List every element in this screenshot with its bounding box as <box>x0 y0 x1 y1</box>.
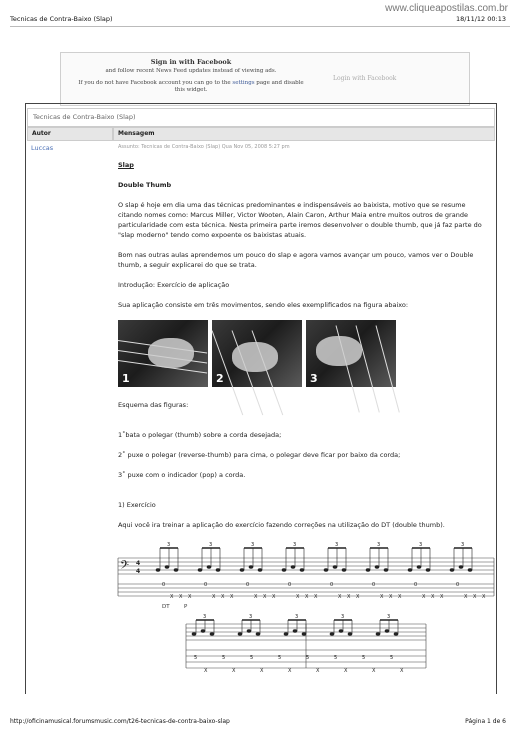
tab-mute: X <box>422 594 426 600</box>
tab-mute: X <box>398 594 402 600</box>
author-column-header <box>27 127 113 141</box>
tab-mute: X <box>288 668 292 674</box>
tab-number: 5 <box>194 655 198 661</box>
note-head <box>450 568 455 571</box>
note-head <box>375 565 380 568</box>
paragraph-scheme: Esquema das figuras: <box>118 401 189 409</box>
note-head <box>459 565 464 568</box>
tab-mute: X <box>338 594 342 600</box>
tab-mute: X <box>254 594 258 600</box>
tab-mute: X <box>347 594 351 600</box>
photo-label: 2 <box>216 372 224 385</box>
note-head <box>210 632 215 635</box>
tuplet-label: 3 <box>167 542 171 548</box>
tuplet-label: 3 <box>293 542 297 548</box>
tab-number: 5 <box>222 655 226 661</box>
tab-number: 0 <box>162 582 166 588</box>
note-head <box>468 568 473 571</box>
author-header-label: Autor <box>32 130 51 137</box>
tuplet-label: 3 <box>419 542 423 548</box>
note-head <box>247 629 252 632</box>
tab-mute: X <box>400 668 404 674</box>
note-head <box>302 632 307 635</box>
tab-number: 0 <box>288 582 292 588</box>
time-signature-top: 4 <box>136 560 141 567</box>
tab-mute: X <box>473 594 477 600</box>
note-head <box>249 565 254 568</box>
tab-mute: X <box>380 594 384 600</box>
document-title: Tecnicas de Contra-Baixo (Slap) <box>10 15 113 23</box>
tab-mute: X <box>316 668 320 674</box>
technique-photo-1 <box>118 320 208 387</box>
tab-number: 0 <box>246 582 250 588</box>
tuplet-label: 3 <box>295 614 299 620</box>
tab-number: 0 <box>330 582 334 588</box>
tab-mute: X <box>232 668 236 674</box>
note-head <box>408 568 413 571</box>
header-divider <box>10 26 510 27</box>
site-watermark: www.cliqueapostilas.com.br <box>385 3 508 14</box>
note-head <box>256 632 261 635</box>
tab-number: 5 <box>250 655 254 661</box>
message-column-header <box>113 127 495 141</box>
facebook-title: Sign in with Facebook <box>150 58 232 66</box>
post-subheading: Double Thumb <box>118 181 172 189</box>
tab-label-p: P <box>184 604 188 610</box>
tab-mute: X <box>389 594 393 600</box>
note-head <box>385 629 390 632</box>
facebook-line-3: this widget. <box>174 87 208 93</box>
tab-number: 5 <box>278 655 282 661</box>
tab-mute: X <box>170 594 174 600</box>
note-head <box>207 565 212 568</box>
tab-mute: X <box>344 668 348 674</box>
photo-label: 3 <box>310 372 318 385</box>
tuplet-label: 3 <box>387 614 391 620</box>
tab-mute: X <box>212 594 216 600</box>
note-head <box>394 632 399 635</box>
facebook-login-button[interactable]: Login with Facebook <box>333 75 397 82</box>
tab-mute: X <box>230 594 234 600</box>
tuplet-label: 3 <box>203 614 207 620</box>
tab-mute: X <box>296 594 300 600</box>
tab-mute: X <box>221 594 225 600</box>
tab-label-dt: DT <box>162 604 170 610</box>
tab-number: 5 <box>306 655 310 661</box>
tab-number: 0 <box>456 582 460 588</box>
note-head <box>417 565 422 568</box>
technique-photo-3 <box>306 320 396 387</box>
tab-mute: X <box>260 668 264 674</box>
tab-mute: X <box>431 594 435 600</box>
facebook-line-1: and follow recent News Feed updates instead of viewing ads. <box>105 68 277 74</box>
tab-mute: X <box>356 594 360 600</box>
tab-number: 5 <box>362 655 366 661</box>
topic-title-bar <box>27 108 495 127</box>
exercise-title: 1) Exercício <box>118 501 156 509</box>
tuplet-label: 3 <box>251 542 255 548</box>
note-head <box>376 632 381 635</box>
facebook-line-2a: If you do not have Facebook account you can go to the <box>78 80 231 86</box>
photo-label: 1 <box>122 372 130 385</box>
print-date: 18/11/12 00:13 <box>456 15 506 23</box>
note-head <box>339 629 344 632</box>
tab-mute: X <box>482 594 486 600</box>
post-author[interactable]: Luccas <box>31 144 54 152</box>
note-head <box>324 568 329 571</box>
note-head <box>330 632 335 635</box>
tab-mute: X <box>440 594 444 600</box>
note-head <box>300 568 305 571</box>
tab-mute: X <box>179 594 183 600</box>
facebook-line-2b: page and disable <box>256 80 304 86</box>
step-3: 3˚ puxe com o indicador (pop) a corda. <box>118 471 246 479</box>
note-head <box>156 568 161 571</box>
bass-clef-icon: 𝄢 <box>120 559 130 575</box>
exercise-text: Aqui você ira treinar a aplicação do exercício fazendo correções na utilização do DT (double thumb). <box>118 521 445 529</box>
paragraph-intro: O slap é hoje em dia uma das técnicas predominantes e indispensáveis ao baixista, motivo que se resume citando nomes como: Marcus Miller, Victor Wooten, Alain Caron, Arthur Maia entre muitos outros de grande particularidade com esta técnica. Nesta primeira parte iremos desenvolver o double thumb, que já faz parte do "slap moderno" tendo como expoente os baixistas atuais. <box>118 201 482 239</box>
note-head <box>240 568 245 571</box>
tab-mute: X <box>272 594 276 600</box>
note-head <box>282 568 287 571</box>
note-head <box>384 568 389 571</box>
tuplet-label: 3 <box>209 542 213 548</box>
step-2: 2˚ puxe o polegar (reverse-thumb) para cima, o polegar deve ficar por baixo da corda; <box>118 451 401 459</box>
tuplet-label: 3 <box>377 542 381 548</box>
note-head <box>426 568 431 571</box>
paragraph-introduction: Introdução: Exercício de aplicação <box>118 281 230 289</box>
message-header-label: Mensagem <box>118 130 155 137</box>
tab-mute: X <box>464 594 468 600</box>
note-head <box>333 565 338 568</box>
tab-mute: X <box>305 594 309 600</box>
tab-number: 0 <box>414 582 418 588</box>
notation-staff-2 <box>118 614 494 674</box>
tab-number: 5 <box>334 655 338 661</box>
time-signature-bottom: 4 <box>136 568 141 575</box>
post-meta: Assunto: Tecnicas de Contra-Baixo (Slap) Qua Nov 05, 2008 5:27 pm <box>118 144 290 150</box>
note-head <box>284 632 289 635</box>
note-head <box>342 568 347 571</box>
technique-photos <box>118 320 398 387</box>
tuplet-label: 3 <box>249 614 253 620</box>
tab-number: 0 <box>372 582 376 588</box>
notation-staff-1 <box>118 540 494 612</box>
note-head <box>293 629 298 632</box>
tab-number: 5 <box>390 655 394 661</box>
note-head <box>348 632 353 635</box>
note-head <box>291 565 296 568</box>
note-head <box>174 568 179 571</box>
post-heading: Slap <box>118 161 134 169</box>
page-number: Página 1 de 6 <box>465 718 506 725</box>
tab-mute: X <box>314 594 318 600</box>
facebook-line-2 <box>61 80 321 86</box>
technique-photo-2 <box>212 320 302 387</box>
paragraph-double-thumb: Bom nas outras aulas aprendemos um pouco do slap e agora vamos avançar um pouco, vamos ver o Double thumb, a seguir explicarei do que se trata. <box>118 251 474 269</box>
tuplet-label: 3 <box>341 614 345 620</box>
note-head <box>216 568 221 571</box>
note-head <box>366 568 371 571</box>
note-head <box>198 568 203 571</box>
page-url: http://oficinamusical.forumsmusic.com/t26-tecnicas-de-contra-baixo-slap <box>10 718 230 725</box>
tab-number: 0 <box>204 582 208 588</box>
note-head <box>201 629 206 632</box>
tuplet-label: 3 <box>461 542 465 548</box>
step-1: 1˚bata o polegar (thumb) sobre a corda desejada; <box>118 431 282 439</box>
note-head <box>238 632 243 635</box>
tab-mute: X <box>204 668 208 674</box>
tab-mute: X <box>263 594 267 600</box>
topic-title[interactable]: Tecnicas de Contra-Baixo (Slap) <box>33 113 136 121</box>
note-head <box>258 568 263 571</box>
tuplet-label: 3 <box>335 542 339 548</box>
tab-mute: X <box>372 668 376 674</box>
note-head <box>192 632 197 635</box>
tab-mute: X <box>188 594 192 600</box>
note-head <box>165 565 170 568</box>
paragraph-application: Sua aplicação consiste em três movimentos, sendo eles exemplificados na figura abaixo: <box>118 301 409 309</box>
settings-link[interactable]: settings <box>232 80 255 86</box>
facebook-widget <box>60 52 470 106</box>
